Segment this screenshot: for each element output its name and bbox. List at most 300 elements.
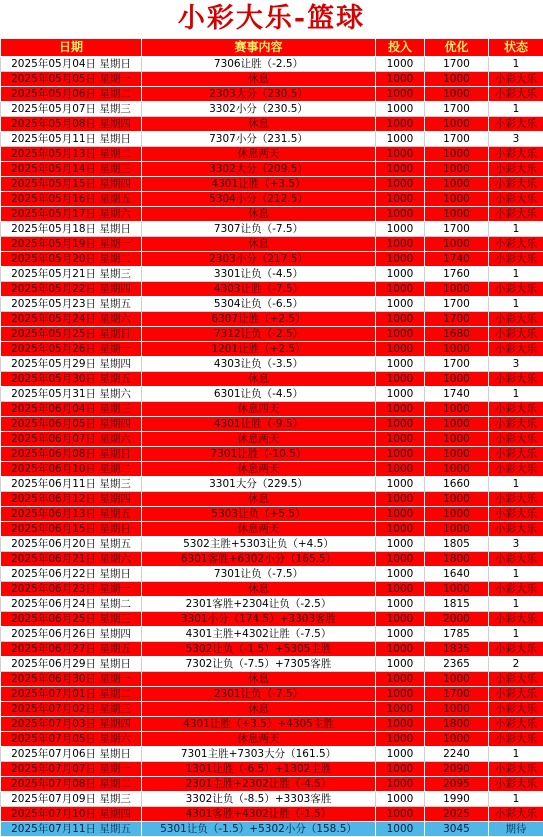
cell-date: 2025年07月01日 星期二 <box>1 687 142 702</box>
cell-content: 休息 <box>142 117 376 132</box>
cell-stake: 1000 <box>376 402 425 417</box>
table-row <box>1 462 543 477</box>
cell-stake: 1000 <box>376 57 425 72</box>
table-row <box>1 777 543 792</box>
table-row <box>1 537 543 552</box>
cell-optimized: 1000 <box>425 282 489 297</box>
table-row <box>1 57 543 72</box>
cell-content: 1201让胜（+2.5） <box>142 342 376 357</box>
cell-status: 小彩大乐 <box>489 717 543 732</box>
cell-stake: 1000 <box>376 477 425 492</box>
cell-optimized: 3045 <box>425 822 489 837</box>
cell-optimized: 1815 <box>425 597 489 612</box>
cell-stake: 1000 <box>376 642 425 657</box>
table-row <box>1 342 543 357</box>
cell-status: 1 <box>489 222 543 237</box>
cell-optimized: 1000 <box>425 117 489 132</box>
cell-content: 3302让负（-8.5）+3303客胜 <box>142 792 376 807</box>
header-optimized: 优化 <box>425 39 489 57</box>
cell-stake: 1000 <box>376 792 425 807</box>
cell-status: 小彩大乐 <box>489 237 543 252</box>
cell-status: 小彩大乐 <box>489 522 543 537</box>
cell-content: 4301让胜（+3.5）+4305主胜 <box>142 717 376 732</box>
table-row <box>1 297 543 312</box>
cell-date: 2025年06月12日 星期四 <box>1 492 142 507</box>
cell-date: 2025年05月26日 星期一 <box>1 342 142 357</box>
table-row <box>1 102 543 117</box>
cell-status: 小彩大乐 <box>489 147 543 162</box>
cell-date: 2025年05月20日 星期二 <box>1 252 142 267</box>
header-date: 日期 <box>1 39 142 57</box>
cell-content: 3301小分（174.5）+3303客胜 <box>142 612 376 627</box>
cell-date: 2025年06月05日 星期四 <box>1 417 142 432</box>
cell-date: 2025年05月23日 星期五 <box>1 297 142 312</box>
cell-content: 3301大分（229.5） <box>142 477 376 492</box>
cell-date: 2025年05月25日 星期日 <box>1 327 142 342</box>
cell-optimized: 1700 <box>425 222 489 237</box>
cell-content: 5304让负（-6.5） <box>142 297 376 312</box>
cell-stake: 1000 <box>376 597 425 612</box>
cell-status: 小彩大乐 <box>489 462 543 477</box>
cell-stake: 1000 <box>376 717 425 732</box>
table-row <box>1 372 543 387</box>
cell-status: 小彩大乐 <box>489 192 543 207</box>
cell-stake: 1000 <box>376 267 425 282</box>
table-row <box>1 702 543 717</box>
cell-optimized: 1000 <box>425 432 489 447</box>
cell-content: 4303让负（-3.5） <box>142 357 376 372</box>
cell-content: 5302让负（-1.5）+5305主胜 <box>142 642 376 657</box>
cell-date: 2025年05月04日 星期日 <box>1 57 142 72</box>
cell-status: 小彩大乐 <box>489 432 543 447</box>
cell-stake: 1000 <box>376 117 425 132</box>
cell-optimized: 1835 <box>425 642 489 657</box>
cell-status: 3 <box>489 357 543 372</box>
cell-content: 2303小分（217.5） <box>142 252 376 267</box>
cell-content: 休息 <box>142 672 376 687</box>
cell-date: 2025年05月05日 星期一 <box>1 72 142 87</box>
cell-content: 1301让胜（-6.5）+1302主胜 <box>142 762 376 777</box>
cell-stake: 1000 <box>376 762 425 777</box>
cell-optimized: 2365 <box>425 657 489 672</box>
table-row <box>1 387 543 402</box>
table-row <box>1 477 543 492</box>
cell-date: 2025年06月26日 星期四 <box>1 627 142 642</box>
cell-optimized: 1700 <box>425 132 489 147</box>
cell-optimized: 1800 <box>425 552 489 567</box>
cell-stake: 1000 <box>376 372 425 387</box>
table-row <box>1 507 543 522</box>
cell-date: 2025年06月27日 星期五 <box>1 642 142 657</box>
table-row <box>1 267 543 282</box>
cell-stake: 1000 <box>376 747 425 762</box>
table-row <box>1 192 543 207</box>
cell-status: 小彩大乐 <box>489 207 543 222</box>
cell-status: 1 <box>489 57 543 72</box>
cell-date: 2025年06月20日 星期五 <box>1 537 142 552</box>
cell-content: 休息两天 <box>142 432 376 447</box>
table-row <box>1 642 543 657</box>
cell-date: 2025年05月30日 星期五 <box>1 372 142 387</box>
table-row <box>1 762 543 777</box>
cell-stake: 1000 <box>376 387 425 402</box>
cell-date: 2025年06月23日 星期一 <box>1 582 142 597</box>
cell-optimized: 1640 <box>425 567 489 582</box>
cell-status: 小彩大乐 <box>489 552 543 567</box>
cell-stake: 1000 <box>376 312 425 327</box>
cell-content: 7307让负（-7.5） <box>142 222 376 237</box>
cell-optimized: 1740 <box>425 387 489 402</box>
cell-date: 2025年07月05日 星期六 <box>1 732 142 747</box>
cell-stake: 1000 <box>376 627 425 642</box>
cell-status: 1 <box>489 267 543 282</box>
cell-status: 小彩大乐 <box>489 762 543 777</box>
cell-status: 1 <box>489 567 543 582</box>
table-row <box>1 492 543 507</box>
cell-optimized: 1680 <box>425 327 489 342</box>
table-row <box>1 807 543 822</box>
cell-date: 2025年05月29日 星期四 <box>1 357 142 372</box>
cell-date: 2025年06月08日 星期日 <box>1 447 142 462</box>
cell-stake: 1000 <box>376 417 425 432</box>
cell-date: 2025年06月07日 星期六 <box>1 432 142 447</box>
schedule-table <box>0 38 543 837</box>
cell-optimized: 1700 <box>425 57 489 72</box>
cell-date: 2025年05月17日 星期六 <box>1 207 142 222</box>
cell-date: 2025年06月24日 星期二 <box>1 597 142 612</box>
cell-content: 7301让胜（-10.5） <box>142 447 376 462</box>
cell-date: 2025年06月21日 星期六 <box>1 552 142 567</box>
cell-date: 2025年07月09日 星期三 <box>1 792 142 807</box>
cell-content: 7306让胜（-2.5） <box>142 57 376 72</box>
cell-stake: 1000 <box>376 672 425 687</box>
cell-optimized: 1000 <box>425 192 489 207</box>
cell-content: 6301客胜+6302小分（165.5） <box>142 552 376 567</box>
table-row <box>1 732 543 747</box>
cell-optimized: 1000 <box>425 87 489 102</box>
cell-status: 小彩大乐 <box>489 687 543 702</box>
cell-content: 休息 <box>142 582 376 597</box>
cell-date: 2025年06月13日 星期五 <box>1 507 142 522</box>
table-row <box>1 747 543 762</box>
cell-date: 2025年05月16日 星期五 <box>1 192 142 207</box>
cell-status: 1 <box>489 792 543 807</box>
cell-date: 2025年06月30日 星期一 <box>1 672 142 687</box>
cell-status: 小彩大乐 <box>489 417 543 432</box>
cell-stake: 1000 <box>376 582 425 597</box>
table-row <box>1 552 543 567</box>
cell-status: 1 <box>489 297 543 312</box>
cell-status: 1 <box>489 477 543 492</box>
cell-stake: 1000 <box>376 72 425 87</box>
cell-stake: 1000 <box>376 687 425 702</box>
table-row <box>1 582 543 597</box>
cell-optimized: 1000 <box>425 702 489 717</box>
cell-stake: 1000 <box>376 612 425 627</box>
cell-content: 休息两天 <box>142 147 376 162</box>
cell-status: 1 <box>489 627 543 642</box>
cell-date: 2025年05月18日 星期日 <box>1 222 142 237</box>
cell-optimized: 1000 <box>425 462 489 477</box>
cell-status: 3 <box>489 132 543 147</box>
cell-status: 3 <box>489 537 543 552</box>
cell-date: 2025年05月21日 星期三 <box>1 267 142 282</box>
cell-date: 2025年06月15日 星期日 <box>1 522 142 537</box>
cell-stake: 1000 <box>376 282 425 297</box>
cell-optimized: 1000 <box>425 417 489 432</box>
table-row <box>1 402 543 417</box>
cell-optimized: 1000 <box>425 507 489 522</box>
cell-status: 期待 <box>489 822 543 837</box>
table-row <box>1 567 543 582</box>
table-row <box>1 717 543 732</box>
cell-content: 7307小分（231.5） <box>142 132 376 147</box>
cell-status: 小彩大乐 <box>489 807 543 822</box>
cell-stake: 1000 <box>376 522 425 537</box>
cell-optimized: 1805 <box>425 537 489 552</box>
header-row <box>1 39 543 57</box>
cell-stake: 1000 <box>376 102 425 117</box>
cell-date: 2025年06月11日 星期三 <box>1 477 142 492</box>
cell-content: 3302小分（230.5） <box>142 102 376 117</box>
cell-status: 小彩大乐 <box>489 162 543 177</box>
cell-stake: 1000 <box>376 357 425 372</box>
table-row <box>1 447 543 462</box>
cell-optimized: 1000 <box>425 732 489 747</box>
cell-stake: 1000 <box>376 822 425 837</box>
cell-status: 小彩大乐 <box>489 642 543 657</box>
cell-content: 4301主胜+4302让胜（-7.5） <box>142 627 376 642</box>
cell-stake: 1000 <box>376 702 425 717</box>
table-row <box>1 222 543 237</box>
cell-stake: 1000 <box>376 462 425 477</box>
cell-stake: 1000 <box>376 327 425 342</box>
cell-optimized: 1700 <box>425 102 489 117</box>
table-row <box>1 117 543 132</box>
cell-optimized: 1000 <box>425 237 489 252</box>
table-row <box>1 522 543 537</box>
table-row <box>1 357 543 372</box>
cell-stake: 1000 <box>376 552 425 567</box>
cell-content: 6301让负（-4.5） <box>142 387 376 402</box>
cell-stake: 1000 <box>376 87 425 102</box>
cell-content: 5301让负（-1.5）+5302小分（158.5） <box>142 822 376 837</box>
cell-content: 5303让负（+5.5） <box>142 507 376 522</box>
cell-optimized: 1000 <box>425 342 489 357</box>
cell-optimized: 1700 <box>425 687 489 702</box>
table-body <box>1 57 543 837</box>
cell-status: 1 <box>489 102 543 117</box>
table-row <box>1 627 543 642</box>
cell-content: 休息两天 <box>142 522 376 537</box>
cell-date: 2025年06月10日 星期二 <box>1 462 142 477</box>
cell-status: 小彩大乐 <box>489 372 543 387</box>
cell-date: 2025年05月24日 星期六 <box>1 312 142 327</box>
cell-status: 小彩大乐 <box>489 447 543 462</box>
cell-status: 2 <box>489 657 543 672</box>
table-row <box>1 687 543 702</box>
cell-optimized: 1000 <box>425 582 489 597</box>
cell-optimized: 1000 <box>425 372 489 387</box>
cell-content: 6307让胜（+2.5） <box>142 312 376 327</box>
cell-date: 2025年06月22日 星期日 <box>1 567 142 582</box>
cell-stake: 1000 <box>376 342 425 357</box>
cell-optimized: 1700 <box>425 357 489 372</box>
cell-stake: 1000 <box>376 192 425 207</box>
cell-optimized: 1740 <box>425 252 489 267</box>
cell-optimized: 2240 <box>425 747 489 762</box>
table-row <box>1 162 543 177</box>
cell-status: 小彩大乐 <box>489 672 543 687</box>
cell-content: 5302主胜+5303让负（+4.5） <box>142 537 376 552</box>
cell-stake: 1000 <box>376 132 425 147</box>
cell-date: 2025年05月13日 星期二 <box>1 147 142 162</box>
cell-content: 4301让胜（-9.5） <box>142 417 376 432</box>
table-row <box>1 327 543 342</box>
cell-status: 小彩大乐 <box>489 282 543 297</box>
cell-status: 小彩大乐 <box>489 72 543 87</box>
cell-content: 休息两天 <box>142 732 376 747</box>
table-row <box>1 822 543 837</box>
cell-content: 4303让胜（-7.5） <box>142 282 376 297</box>
cell-optimized: 2000 <box>425 612 489 627</box>
cell-content: 7302让负（-7.5）+7305客胜 <box>142 657 376 672</box>
cell-optimized: 1000 <box>425 72 489 87</box>
cell-stake: 1000 <box>376 432 425 447</box>
cell-content: 2301客胜+2304让负（-2.5） <box>142 597 376 612</box>
cell-status: 小彩大乐 <box>489 342 543 357</box>
cell-stake: 1000 <box>376 147 425 162</box>
cell-stake: 1000 <box>376 732 425 747</box>
cell-stake: 1000 <box>376 567 425 582</box>
sheet-title: 小彩大乐-篮球 <box>0 0 543 38</box>
cell-content: 5304小分（212.5） <box>142 192 376 207</box>
cell-content: 休息两天 <box>142 462 376 477</box>
table-row <box>1 207 543 222</box>
cell-stake: 1000 <box>376 657 425 672</box>
cell-content: 休息 <box>142 237 376 252</box>
cell-date: 2025年07月07日 星期一 <box>1 762 142 777</box>
cell-date: 2025年05月31日 星期六 <box>1 387 142 402</box>
cell-date: 2025年06月29日 星期日 <box>1 657 142 672</box>
cell-status: 小彩大乐 <box>489 507 543 522</box>
cell-date: 2025年06月25日 星期三 <box>1 612 142 627</box>
table-row <box>1 237 543 252</box>
cell-stake: 1000 <box>376 162 425 177</box>
cell-content: 4301让胜（+3.5） <box>142 177 376 192</box>
cell-optimized: 2095 <box>425 777 489 792</box>
cell-stake: 1000 <box>376 777 425 792</box>
cell-stake: 1000 <box>376 252 425 267</box>
cell-status: 小彩大乐 <box>489 612 543 627</box>
cell-optimized: 1000 <box>425 162 489 177</box>
cell-content: 3301让负（-4.5） <box>142 267 376 282</box>
header-content: 赛事内容 <box>142 39 376 57</box>
cell-optimized: 1000 <box>425 207 489 222</box>
cell-optimized: 2025 <box>425 807 489 822</box>
cell-content: 7301主胜+7303大分（161.5） <box>142 747 376 762</box>
table-row <box>1 72 543 87</box>
cell-date: 2025年07月10日 星期四 <box>1 807 142 822</box>
cell-date: 2025年05月14日 星期三 <box>1 162 142 177</box>
cell-status: 小彩大乐 <box>489 252 543 267</box>
cell-status: 小彩大乐 <box>489 312 543 327</box>
cell-optimized: 1700 <box>425 297 489 312</box>
cell-status: 小彩大乐 <box>489 327 543 342</box>
cell-content: 休息 <box>142 72 376 87</box>
cell-date: 2025年05月08日 星期四 <box>1 117 142 132</box>
table-row <box>1 147 543 162</box>
cell-stake: 1000 <box>376 207 425 222</box>
cell-content: 休息四天 <box>142 402 376 417</box>
cell-stake: 1000 <box>376 807 425 822</box>
cell-optimized: 1800 <box>425 717 489 732</box>
table-row <box>1 177 543 192</box>
table-row <box>1 87 543 102</box>
cell-date: 2025年07月11日 星期五 <box>1 822 142 837</box>
cell-content: 休息 <box>142 372 376 387</box>
header-stake: 投入 <box>376 39 425 57</box>
table-row <box>1 417 543 432</box>
cell-status: 1 <box>489 597 543 612</box>
table-row <box>1 672 543 687</box>
table-row <box>1 657 543 672</box>
cell-content: 休息 <box>142 207 376 222</box>
cell-status: 小彩大乐 <box>489 582 543 597</box>
cell-date: 2025年05月07日 星期三 <box>1 102 142 117</box>
cell-content: 7312让负（-2.5） <box>142 327 376 342</box>
cell-optimized: 1000 <box>425 147 489 162</box>
table-row <box>1 597 543 612</box>
cell-date: 2025年05月15日 星期四 <box>1 177 142 192</box>
header-status: 状态 <box>489 39 543 57</box>
cell-content: 休息 <box>142 702 376 717</box>
cell-optimized: 1990 <box>425 792 489 807</box>
cell-optimized: 1000 <box>425 672 489 687</box>
cell-status: 小彩大乐 <box>489 177 543 192</box>
cell-date: 2025年07月08日 星期二 <box>1 777 142 792</box>
cell-status: 小彩大乐 <box>489 117 543 132</box>
cell-date: 2025年05月06日 星期二 <box>1 87 142 102</box>
cell-date: 2025年07月03日 星期四 <box>1 717 142 732</box>
cell-content: 3302大分（209.5） <box>142 162 376 177</box>
cell-optimized: 1000 <box>425 492 489 507</box>
cell-status: 小彩大乐 <box>489 777 543 792</box>
cell-date: 2025年07月06日 星期日 <box>1 747 142 762</box>
cell-optimized: 2090 <box>425 762 489 777</box>
cell-optimized: 1700 <box>425 312 489 327</box>
cell-content: 休息 <box>142 492 376 507</box>
cell-content: 2303大分（230.5） <box>142 87 376 102</box>
cell-optimized: 1000 <box>425 402 489 417</box>
cell-content: 2301主胜+2302让胜（-4.5） <box>142 777 376 792</box>
cell-content: 7301让负（-7.5） <box>142 567 376 582</box>
table-row <box>1 282 543 297</box>
cell-date: 2025年05月22日 星期四 <box>1 282 142 297</box>
cell-date: 2025年05月11日 星期日 <box>1 132 142 147</box>
cell-stake: 1000 <box>376 537 425 552</box>
cell-content: 4301客胜+4302让胜（-1.5） <box>142 807 376 822</box>
cell-date: 2025年07月02日 星期三 <box>1 702 142 717</box>
cell-optimized: 1760 <box>425 267 489 282</box>
cell-status: 1 <box>489 747 543 762</box>
cell-stake: 1000 <box>376 297 425 312</box>
cell-date: 2025年06月04日 星期三 <box>1 402 142 417</box>
cell-status: 小彩大乐 <box>489 732 543 747</box>
cell-status: 1 <box>489 387 543 402</box>
cell-stake: 1000 <box>376 507 425 522</box>
cell-optimized: 1000 <box>425 447 489 462</box>
